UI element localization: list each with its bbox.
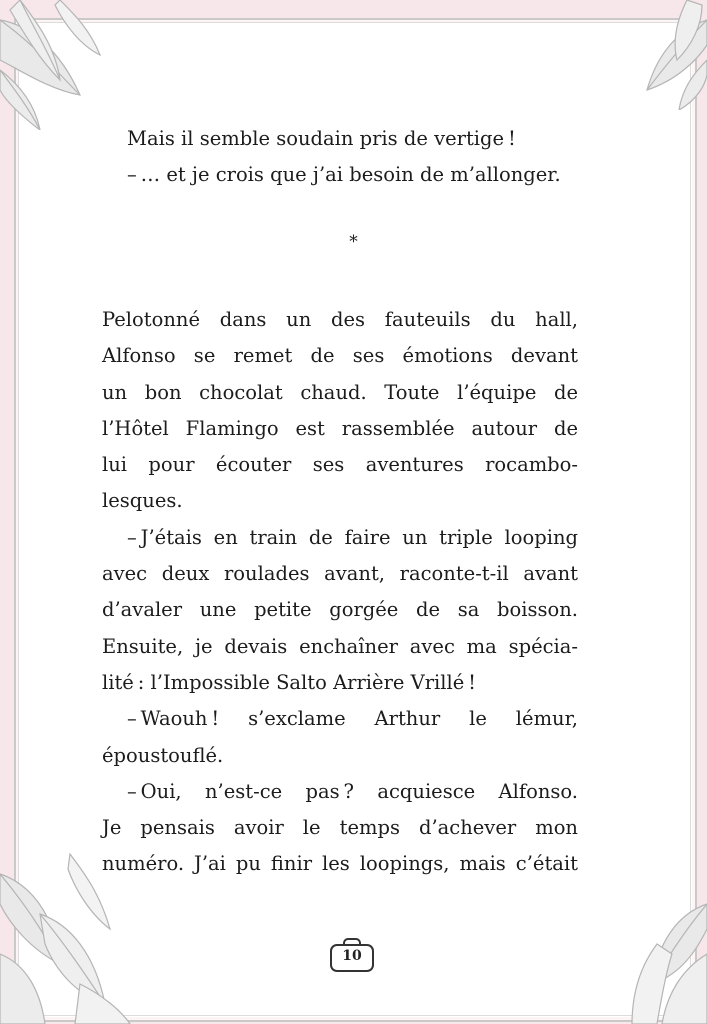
text-line: Pelotonné dans un des fauteuils du hall, — [102, 308, 578, 331]
paragraph — [102, 520, 578, 701]
text-line: l’Hôtel Flamingo est rassemblée autour de — [102, 416, 578, 440]
page-number: 10 — [342, 948, 362, 964]
paragraph — [102, 701, 578, 774]
text-line: Alfonso se remet de ses émotions devant — [102, 344, 578, 368]
text-line: lui pour écouter ses aventures rocambo- — [102, 453, 578, 477]
text-line: lité : l’Impossible Salto Arrière Vrillé ! — [102, 670, 477, 694]
text-line: Je pensais avoir le temps d’achever mon — [102, 816, 578, 840]
text-line: lesques. — [102, 489, 183, 513]
page-number-badge — [330, 938, 374, 972]
text-line: Ensuite, je devais enchaîner avec ma spécia- — [102, 634, 578, 658]
text-line: – J’étais en train de faire un triple looping — [127, 525, 578, 549]
text-line: un bon chocolat chaud. Toute l’équipe de — [102, 380, 578, 404]
text-line: Mais il semble soudain pris de vertige ! — [127, 127, 516, 150]
text-line: époustouflé. — [102, 743, 224, 767]
section-separator: * — [349, 232, 358, 252]
text-line: – … et je crois que j’ai besoin de m’allonger. — [127, 163, 561, 187]
text-line: avec deux roulades avant, raconte-t-il avant — [102, 562, 578, 586]
leaf-ornament-bottom-right — [597, 884, 707, 1024]
text-line: – Oui, n’est-ce pas ? acquiesce Alfonso. — [127, 779, 578, 803]
paragraph — [102, 774, 578, 883]
paragraph — [102, 302, 578, 520]
text-line: d’avaler une petite gorgée de sa boisson. — [102, 598, 578, 622]
body-text — [102, 302, 578, 883]
top-dialogue — [102, 121, 578, 194]
leaf-ornament-top-right — [617, 0, 707, 110]
text-line: numéro. J’ai pu finir les loopings, mais c’était — [102, 852, 578, 876]
text-line: – Waouh ! s’exclame Arthur le lémur, — [127, 707, 578, 731]
leaf-ornament-top-left — [0, 0, 140, 130]
